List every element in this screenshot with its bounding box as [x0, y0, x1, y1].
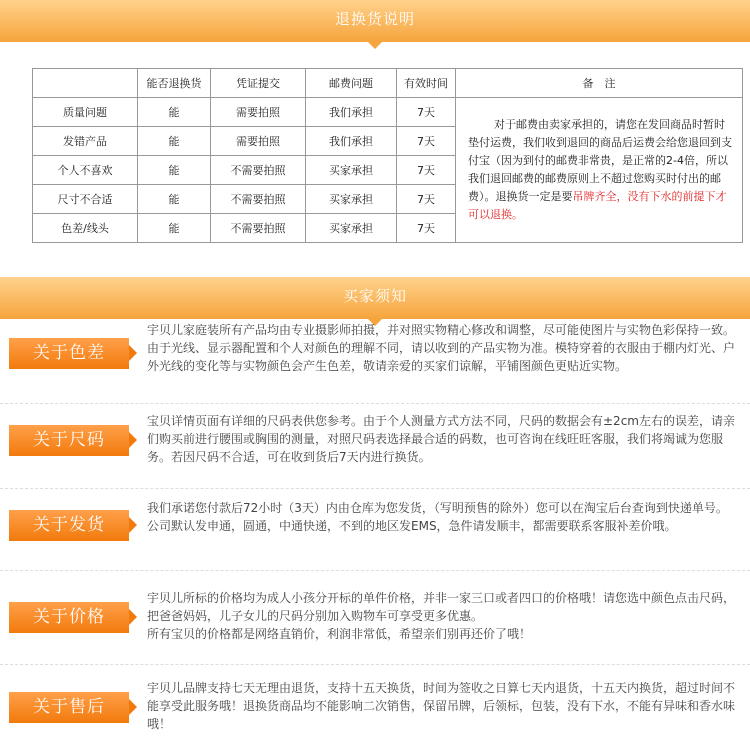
notice-shipping [0, 488, 750, 570]
remark-highlight: 吊牌齐全，没有下水的前提下才可以退换。 [468, 190, 727, 221]
header-cell: 备 注 [456, 69, 743, 98]
notice-label-text: 关于价格 [33, 607, 105, 627]
table-cell: 买家承担 [306, 185, 397, 214]
tag-arrow-icon [129, 517, 137, 533]
table-cell: 能 [138, 214, 211, 243]
notice-label [9, 338, 129, 369]
table-row [33, 98, 743, 127]
table-cell: 能 [138, 98, 211, 127]
divider [0, 664, 750, 665]
notice-text: 宇贝儿家庭装所有产品均由专业摄影师拍摄，并对照实物精心修改和调整，尽可能使图片与实物色彩保持一致。由于光线、显示器配置和个人对颜色的理解不同，请以收到的产品实物为准。模特穿着的衣服由于棚内灯光、户外光线的变化等与实物颜色会产生色差，敬请亲爱的买家们谅解，平铺图颜色更贴近实物。 [147, 323, 736, 373]
notice-label [9, 602, 129, 633]
table-cell: 需要拍照 [211, 98, 306, 127]
remark-text: 对于邮费由卖家承担的，请您在发回商品时暂时垫付运费，我们收到退回的商品后运费会给您退回到支付宝（因为到付的邮费非常贵，是正常的2-4倍，所以我们退回邮费的邮费原则上不超过您购买时付出的邮费）。退换货一定是要 [468, 118, 732, 203]
return-policy-title: 退换货说明 [334, 10, 415, 28]
header-cell: 邮费问题 [306, 69, 397, 98]
table-cell: 需要拍照 [211, 127, 306, 156]
notice-after-sales [0, 664, 750, 747]
notice-label [9, 510, 129, 541]
buyer-notice-banner [0, 277, 750, 319]
table-cell: 能 [138, 185, 211, 214]
remark-cell [456, 98, 743, 243]
table-cell: 个人不喜欢 [33, 156, 138, 185]
notice-size [0, 403, 750, 485]
tag-arrow-icon [129, 345, 137, 361]
table-cell: 发错产品 [33, 127, 138, 156]
table-cell: 尺寸不合适 [33, 185, 138, 214]
notice-label [9, 425, 129, 456]
table-cell: 不需要拍照 [211, 156, 306, 185]
table-cell: 质量问题 [33, 98, 138, 127]
notice-text: 宇贝儿品牌支持七天无理由退货，支持十五天换货，时间为签收之日算七天内退货，十五天内换货，超过时间不能享受此服务哦！退换货商品均不能影响二次销售，保留吊牌，后领标，包装，没有下水，不能有异味和香水味哦！ [147, 681, 736, 731]
notice-text: 我们承诺您付款后72小时（3天）内由仓库为您发货，（写明预售的除外）您可以在淘宝后台查询到快递单号。公司默认发申通，圆通，中通快递，不到的地区发EMS，急件请发顺丰，都需要联系客服补差价哦。 [147, 501, 728, 533]
table-cell: 不需要拍照 [211, 214, 306, 243]
table-cell: 能 [138, 156, 211, 185]
tag-arrow-icon [129, 699, 137, 715]
banner-arrow-icon [368, 42, 382, 49]
return-policy-banner [0, 0, 750, 42]
return-policy-table [32, 68, 743, 243]
notice-label-text: 关于售后 [33, 697, 105, 717]
notice-label-text: 关于尺码 [33, 430, 105, 450]
notice-text: 宇贝儿所标的价格均为成人小孩分开标的单件价格，并非一家三口或者四口的价格哦！请您选中颜色点击尺码，把爸爸妈妈，儿子女儿的尺码分别加入购物车可享受更多优惠。 所有宝贝的价格都是网络直销价，利润非常低，希望亲们别再还价了哦！ [147, 591, 736, 641]
tag-arrow-icon [129, 609, 137, 625]
table-cell: 能 [138, 127, 211, 156]
table-cell: 不需要拍照 [211, 185, 306, 214]
header-cell: 凭证提交 [211, 69, 306, 98]
divider [0, 570, 750, 571]
notice-color-difference [0, 322, 750, 398]
table-cell: 我们承担 [306, 127, 397, 156]
header-cell: 有效时间 [397, 69, 456, 98]
table-cell: 7天 [397, 214, 456, 243]
notice-label-text: 关于色差 [33, 343, 105, 363]
divider [0, 488, 750, 489]
notice-price [0, 570, 750, 662]
notice-text: 宝贝详情页面有详细的尺码表供您参考。由于个人测量方式方法不同，尺码的数据会有±2cm左右的误差，请亲们购买前进行腰围或胸围的测量，对照尺码表选择最合适的码数，也可咨询在线旺旺客服，我们将竭诚为您服务。若因尺码不合适，可在收到货后7天内进行换货。 [147, 414, 735, 464]
table-cell: 7天 [397, 185, 456, 214]
notice-label-text: 关于发货 [33, 515, 105, 535]
tag-arrow-icon [129, 432, 137, 448]
header-cell [33, 69, 138, 98]
table-cell: 我们承担 [306, 98, 397, 127]
table-cell: 7天 [397, 127, 456, 156]
table-cell: 买家承担 [306, 156, 397, 185]
table-cell: 色差/线头 [33, 214, 138, 243]
table-cell: 7天 [397, 156, 456, 185]
table-header-row [33, 69, 743, 98]
notice-label [9, 692, 129, 723]
table-cell: 买家承担 [306, 214, 397, 243]
buyer-notice-title: 买家须知 [342, 287, 407, 305]
header-cell: 能否退换货 [138, 69, 211, 98]
divider [0, 403, 750, 404]
table-cell: 7天 [397, 98, 456, 127]
